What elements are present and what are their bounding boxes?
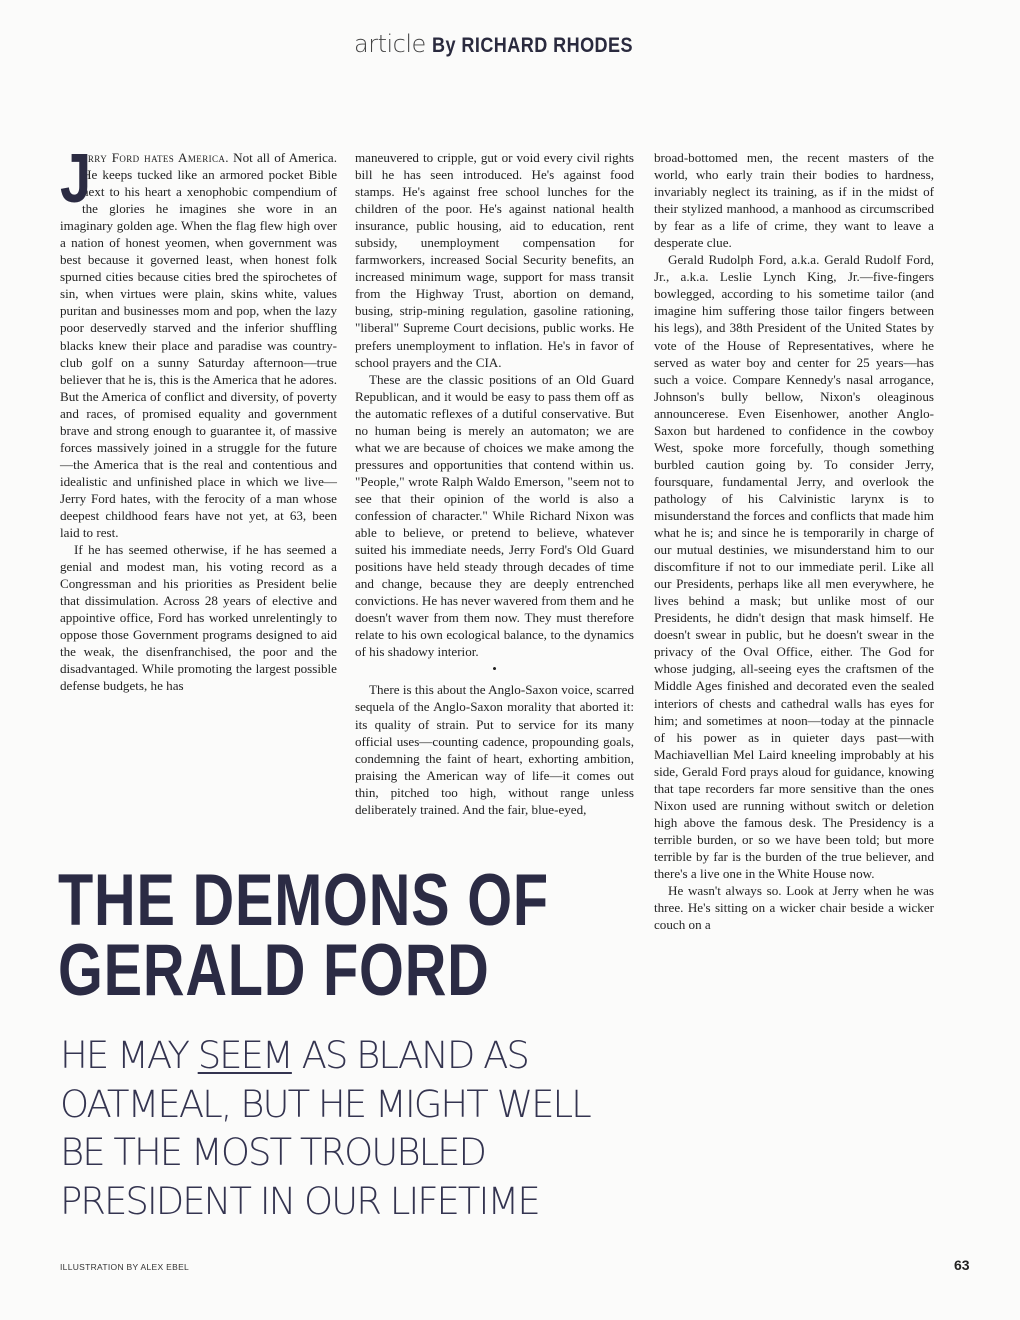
article-column-2 [355,149,634,818]
deck-emphasis: SEEM [197,1034,292,1077]
article-paragraph-7: He wasn't always so. Look at Jerry when he was three. He's sitting on a wicker chair beside a wicker couch on a [654,883,934,933]
section-separator: • [492,661,497,677]
paragraph-text: Not all of America. He keeps tucked like an armored pocket Bible next to his heart a xenophobic compendium of the glories he imagines she wore in an imaginary golden age. When the flag flew high over a nation of honest yeomen, when government was best because it governed least, when honest folk spurned cities because cities bred the spirochetes of sin, when virtues were plain, skins white, values puritan and businesses mom and pop, when the lazy poor deservedly starved and the inferior shuffling blacks knew their place and paradise was country-club golf on a sunny Saturday afternoon—true believer that he is, this is the America that he adores. But the America of conflict and diversity, of poverty and races, of promised equality and government brave and strong enough to guarantee it, of massive forces massively joined in a struggle for the future—the America that is the real and contentious and idealistic and unfinished place in which we live—Jerry Ford hates, with the ferocity of a man whose deepest childhood fears have not yet, at 63, been laid to rest. [60,150,337,541]
deck-text: AS BLAND AS [291,1034,528,1077]
deck-text: HE MAY [60,1034,198,1077]
headline-line-2: GERALD FORD [58,930,490,1011]
article-paragraph-5: There is this about the Anglo-Saxon voice, scarred sequela of the Anglo-Saxon morality that aborted it: its quality of strain. Put to service for its many official uses—counting cadence, propounding goals, condemning the faint of heart, exhorting ambition, praising the American way of life—it comes out thin, pitched too high, without range unless deliberately trained. And the fair, blue-eyed, [355,682,634,817]
byline [354,30,644,64]
article-paragraph-6: Gerald Rudolph Ford, a.k.a. Gerald Rudolf Ford, Jr., a.k.a. Leslie Lynch King, Jr.—five-fingers bowlegged, according to his sometime tailor (and imagine him suffering those tailor fingers between his legs), and 38th President of the United States by vote of the House of Representatives, where he served as water boy and center for 25 years—has such a voice. Compare Kennedy's nasal arrogance, Johnson's bully bellow, Nixon's oleaginous announcerese. Even Eisenhower, another Anglo-Saxon but hardened to confidence in the cowboy West, spoke more forcefully, though something burbled caution going by. To consider Jerry, foursquare, fundamental Jerry, and overlook the pathology of his Calvinistic larynx is to misunderstand the forces and conflicts that made him what he is; and since he is temporarily in charge of our mutual destinies, we misunderstand him to our discomfiture if not to our immediate peril. Like all our Presidents, perhaps like all men everywhere, he lives behind a mask; but unlike most of our Presidents, he didn't design that mask himself. He doesn't swear in public, but he doesn't swear in the privacy of the Oval Office, either. The God for whose judging, all-seeing eyes the craftsmen of the Middle Ages finished and decorated even the sealed interiors of chests and cathedral walls has eyes for him; and sometimes at noon—today at the pinnacle of his power as in quieter days past—with Machiavellian Mel Laird kneeling improbably at his side, Gerald Ford prays aloud for guidance, knowing that tape recorders far more sensitive than the ones Nixon used are running without switch or deletion high above the famous desk. The Presidency is a terrible burden, or so we have been told; but more terrible by far is the burden of the true believer, and there's a live one in the White House now. [654,252,934,881]
section-label: article [354,30,426,58]
deck-line-3: BE THE MOST TROUBLED [60,1131,486,1174]
deck-line-2: OATMEAL, BUT HE MIGHT WELL [60,1082,590,1126]
article-paragraph-3: maneuvered to cripple, gut or void every civil rights bill he has seen introduced. He's against food stamps. He's against free school lunches for the children of the poor. He's against national health insurance, public housing, aid to education, rent subsidy, unemployment compensation for farmworkers, increased Social Security benefits, an increased minimum wage, support for mass transit from the Highway Trust, abortion on demand, busing, strip-mining regulation, gasoline rationing, "liberal" Supreme Court decisions, public works. He prefers unemployment to inflation. He's in favor of school prayers and the CIA. [355,150,634,370]
article-headline [58,860,618,1011]
headline-line-1: THE DEMONS OF [58,860,549,941]
article-column-1 [60,139,337,695]
deck-line-4: PRESIDENT IN OUR LIFETIME [60,1179,539,1223]
article-paragraph-5-continued: broad-bottomed men, the recent masters of the world, who early train their bodies to hardness, invariably neglect its training, as if in the midst of their stylized manhood, a manhood as circumscribed by fear as a life of crime, they want to leave a desperate clue. [654,150,934,251]
deck-line-1 [60,1032,620,1081]
drop-cap: J [60,139,92,217]
article-paragraph-1 [60,139,337,541]
article-column-3 [654,149,934,933]
author-byline: By RICHARD RHODES [431,34,633,57]
lead-in-text: erry Ford hates America. [82,150,229,165]
article-paragraph-2: If he has seemed otherwise, if he has seemed a genial and modest man, his voting record as a Congressman and his priorities as President belie that dissimulation. Across 28 years of elective and appointive office, Ford has worked unrelentingly to oppose those Government programs designed to aid the weak, the disenfranchised, the poor and the disadvantaged. While promoting the largest possible defense budgets, he has [60,542,337,694]
article-deck [60,1032,620,1226]
article-paragraph-4: These are the classic positions of an Old Guard Republican, and it would be easy to pass them off as the automatic reflexes of a dutiful conservative. But no human being is merely an automaton; we are what we are because of choices we make among the pressures and opportunities that contend within us. "People," wrote Ralph Waldo Emerson, "seem not to see that their opinion of the world is also a confession of character." While Richard Nixon was able to believe, or pretend to believe, whatever suited his immediate needs, Jerry Ford's Old Guard positions have held steady through decades of time and change, because they are deeply entrenched convictions. He has never wavered from them and he doesn't waver from them now. They must therefore relate to his own ecological balance, to the dynamics of his shadowy interior. [355,371,634,660]
illustration-credit: ILLUSTRATION BY ALEX EBEL [60,1262,190,1272]
page-number: 63 [954,1257,970,1273]
